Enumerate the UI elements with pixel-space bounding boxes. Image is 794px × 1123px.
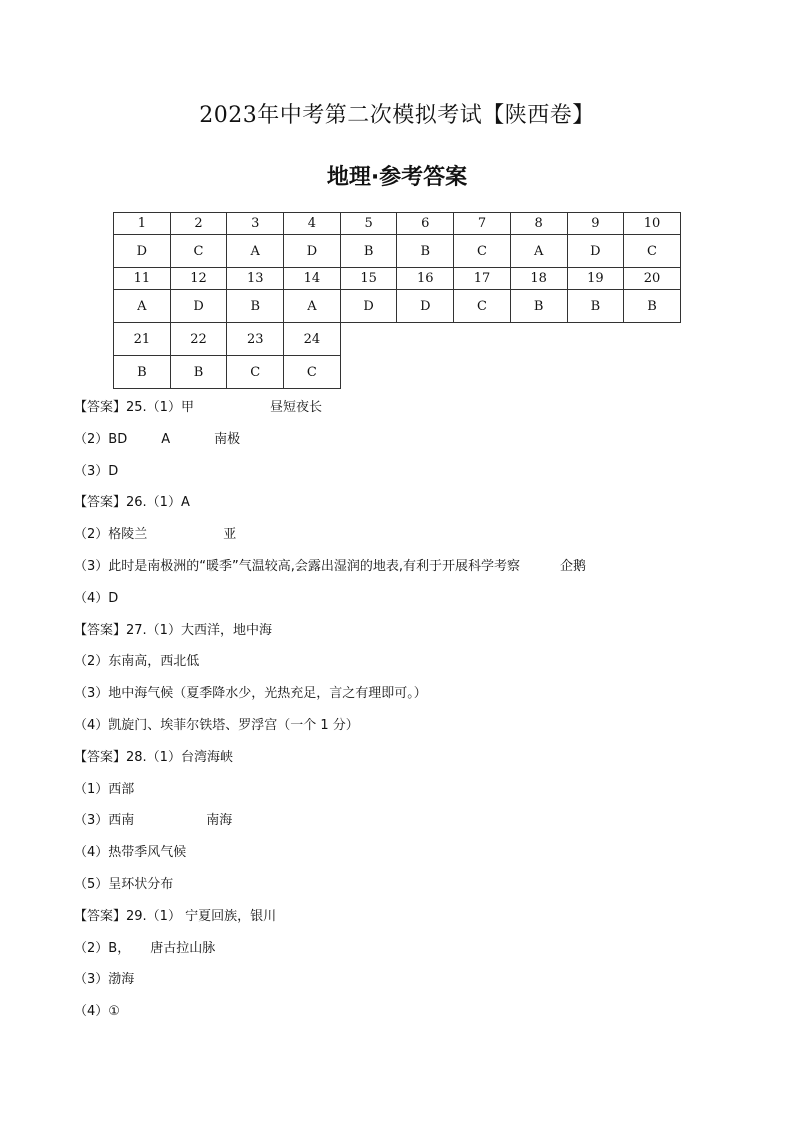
answer-table bbox=[113, 212, 681, 389]
question-number-cell: 16 bbox=[397, 268, 454, 290]
answer-line bbox=[74, 620, 774, 652]
answer-line bbox=[74, 524, 774, 556]
answer-line bbox=[74, 874, 774, 906]
answer-cell: A bbox=[114, 290, 171, 323]
answer-text: （4）凯旋门、埃菲尔铁塔、罗浮宫（一个 1 分） bbox=[74, 717, 359, 733]
question-number-cell: 9 bbox=[567, 213, 624, 235]
question-number-cell: 6 bbox=[397, 213, 454, 235]
answer-text: （2）格陵兰 bbox=[74, 527, 148, 543]
answer-cell: C bbox=[227, 356, 284, 389]
answer-text: 南极 bbox=[214, 431, 241, 447]
answer-line bbox=[74, 938, 774, 970]
empty-cell bbox=[510, 323, 567, 356]
answer-text: （1）西部 bbox=[74, 781, 135, 797]
empty-cell bbox=[567, 323, 624, 356]
page-title: 2023年中考第二次模拟考试【陕西卷】 bbox=[199, 103, 595, 128]
empty-cell bbox=[624, 356, 681, 389]
answer-line bbox=[74, 747, 774, 779]
question-number-cell: 4 bbox=[284, 213, 341, 235]
question-number-row bbox=[114, 323, 681, 356]
answer-cell: D bbox=[170, 290, 227, 323]
answer-text: 亚 bbox=[223, 527, 237, 543]
answer-text: （4）D bbox=[74, 590, 119, 606]
empty-cell bbox=[567, 356, 624, 389]
answer-cell: C bbox=[454, 290, 511, 323]
answer-text: 唐古拉山脉 bbox=[150, 940, 216, 956]
answer-row bbox=[114, 290, 681, 323]
answer-cell: B bbox=[114, 356, 171, 389]
answer-line bbox=[74, 429, 774, 461]
answer-cell: B bbox=[624, 290, 681, 323]
answer-line bbox=[74, 556, 774, 588]
answer-text: 【答案】27.（1）大西洋，地中海 bbox=[74, 622, 272, 638]
empty-cell bbox=[624, 323, 681, 356]
question-number-cell: 5 bbox=[340, 213, 397, 235]
question-number-cell: 17 bbox=[454, 268, 511, 290]
empty-cell bbox=[340, 356, 397, 389]
answer-cell: A bbox=[227, 235, 284, 268]
question-number-cell: 11 bbox=[114, 268, 171, 290]
empty-cell bbox=[340, 323, 397, 356]
question-number-cell: 15 bbox=[340, 268, 397, 290]
question-number-cell: 19 bbox=[567, 268, 624, 290]
answer-line bbox=[74, 715, 774, 747]
answer-text: 【答案】28.（1）台湾海峡 bbox=[74, 749, 233, 765]
answer-cell: B bbox=[510, 290, 567, 323]
answer-text: （4）热带季风气候 bbox=[74, 845, 187, 861]
answer-text: （2）BD bbox=[74, 431, 128, 447]
answer-cell: D bbox=[397, 290, 454, 323]
answer-text: （3）D bbox=[74, 463, 119, 479]
answer-line bbox=[74, 810, 774, 842]
answer-cell: C bbox=[454, 235, 511, 268]
question-number-row bbox=[114, 268, 681, 290]
question-number-cell: 3 bbox=[227, 213, 284, 235]
answer-cell: B bbox=[397, 235, 454, 268]
page-subtitle: 地理·参考答案 bbox=[326, 165, 468, 190]
answer-line bbox=[74, 397, 774, 429]
question-number-cell: 22 bbox=[170, 323, 227, 356]
question-number-cell: 1 bbox=[114, 213, 171, 235]
answer-text: （5）呈环状分布 bbox=[74, 876, 174, 892]
answer-line bbox=[74, 969, 774, 1001]
answer-text: （3）渤海 bbox=[74, 972, 135, 988]
answer-line bbox=[74, 461, 774, 493]
answer-cell: B bbox=[227, 290, 284, 323]
answer-text: （2）B， bbox=[74, 940, 131, 956]
answer-row bbox=[114, 235, 681, 268]
answer-cell: A bbox=[510, 235, 567, 268]
answer-cell: C bbox=[284, 356, 341, 389]
answer-line bbox=[74, 588, 774, 620]
answer-row bbox=[114, 356, 681, 389]
answer-text: 南海 bbox=[206, 813, 233, 829]
question-number-cell: 8 bbox=[510, 213, 567, 235]
answer-cell: D bbox=[114, 235, 171, 268]
answer-text: 【答案】26.（1）A bbox=[74, 495, 190, 511]
question-number-cell: 23 bbox=[227, 323, 284, 356]
answer-cell: B bbox=[170, 356, 227, 389]
empty-cell bbox=[510, 356, 567, 389]
answer-text: 【答案】25.（1）甲 bbox=[74, 400, 194, 415]
question-number-cell: 14 bbox=[284, 268, 341, 290]
empty-cell bbox=[397, 356, 454, 389]
answer-text: 企鹅 bbox=[560, 558, 587, 574]
answer-cell: C bbox=[170, 235, 227, 268]
answer-cell: D bbox=[567, 235, 624, 268]
question-number-cell: 7 bbox=[454, 213, 511, 235]
answer-lines bbox=[74, 397, 774, 1033]
empty-cell bbox=[454, 323, 511, 356]
answer-text: 昼短夜长 bbox=[269, 400, 322, 415]
answer-cell: A bbox=[284, 290, 341, 323]
answer-text: （3）西南 bbox=[74, 813, 135, 829]
answer-text: （3）此时是南极洲的“暖季”气温较高,会露出湿润的地表,有利于开展科学考察 bbox=[74, 558, 521, 574]
question-number-cell: 12 bbox=[170, 268, 227, 290]
answer-cell: D bbox=[340, 290, 397, 323]
answer-line bbox=[74, 651, 774, 683]
answer-text: 【答案】29.（1） 宁夏回族，银川 bbox=[74, 908, 277, 924]
question-number-cell: 20 bbox=[624, 268, 681, 290]
answer-cell: B bbox=[340, 235, 397, 268]
answer-line bbox=[74, 1001, 774, 1033]
question-number-cell: 2 bbox=[170, 213, 227, 235]
question-number-cell: 24 bbox=[284, 323, 341, 356]
answer-line bbox=[74, 842, 774, 874]
question-number-cell: 18 bbox=[510, 268, 567, 290]
answer-text: （4）① bbox=[74, 1004, 120, 1020]
answer-line bbox=[74, 779, 774, 811]
answer-text: （2）东南高，西北低 bbox=[74, 654, 200, 670]
question-number-row bbox=[114, 213, 681, 235]
answer-cell: D bbox=[284, 235, 341, 268]
answer-text: （3）地中海气候（夏季降水少，光热充足，言之有理即可。） bbox=[74, 686, 427, 702]
answer-cell: B bbox=[567, 290, 624, 323]
answer-text: A bbox=[161, 431, 171, 447]
answer-cell: C bbox=[624, 235, 681, 268]
empty-cell bbox=[454, 356, 511, 389]
answer-line bbox=[74, 683, 774, 715]
question-number-cell: 10 bbox=[624, 213, 681, 235]
answer-line bbox=[74, 492, 774, 524]
question-number-cell: 13 bbox=[227, 268, 284, 290]
answer-line bbox=[74, 906, 774, 938]
empty-cell bbox=[397, 323, 454, 356]
question-number-cell: 21 bbox=[114, 323, 171, 356]
